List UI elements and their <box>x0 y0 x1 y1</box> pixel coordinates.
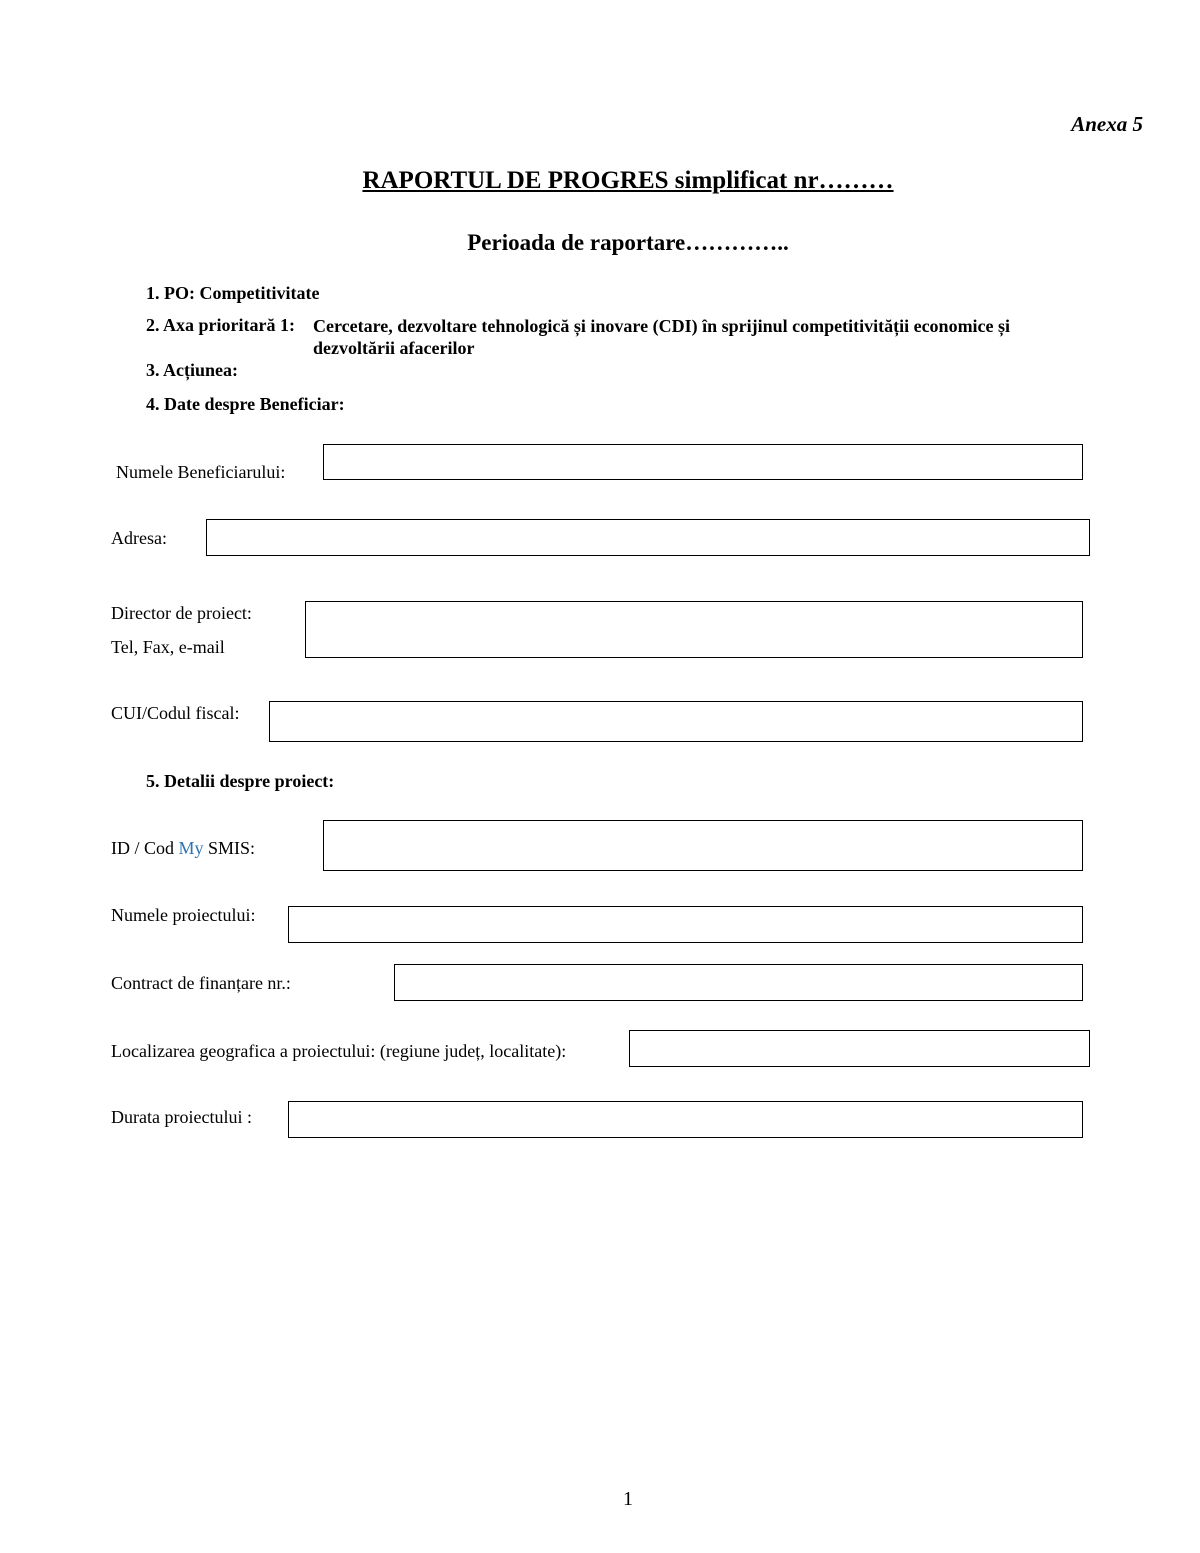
smis-id-field[interactable] <box>323 820 1083 871</box>
project-name-field[interactable] <box>288 906 1083 943</box>
director-label: Director de proiect: <box>111 603 252 623</box>
section-axis-label: 2. Axa prioritară 1: <box>146 315 295 335</box>
location-field[interactable] <box>629 1030 1090 1067</box>
report-title: RAPORTUL DE PROGRES simplificat nr……… <box>362 167 894 194</box>
beneficiary-name-label: Numele Beneficiarului: <box>116 462 286 482</box>
project-name-label: Numele proiectului: <box>111 905 256 925</box>
section-po: 1. PO: Competitivitate <box>146 283 320 303</box>
address-field[interactable] <box>206 519 1090 556</box>
reporting-period: Perioada de raportare………….. <box>467 230 789 255</box>
annex-label: Anexa 5 <box>1071 112 1143 136</box>
section-axis-text: Cercetare, dezvoltare tehnologică și inovare (CDI) în sprijinul competitivității economice și dezvoltării afacerilor <box>313 316 1011 358</box>
cui-label: CUI/Codul fiscal: <box>111 703 240 723</box>
smis-id-label <box>111 838 255 859</box>
location-label: Localizarea geografica a proiectului: (regiune județ, localitate): <box>111 1041 567 1061</box>
section-action: 3. Acțiunea: <box>146 360 238 380</box>
section-beneficiary: 4. Date despre Beneficiar: <box>146 394 345 414</box>
contract-label: Contract de finanțare nr.: <box>111 973 291 993</box>
director-field[interactable] <box>305 601 1083 658</box>
cui-field[interactable] <box>269 701 1083 742</box>
duration-label: Durata proiectului : <box>111 1107 252 1127</box>
duration-field[interactable] <box>288 1101 1083 1138</box>
section-project: 5. Detalii despre proiect: <box>146 771 335 791</box>
smis-id-label-my: My <box>178 838 204 858</box>
contract-field[interactable] <box>394 964 1083 1001</box>
page-number: 1 <box>623 1488 633 1510</box>
director-contact-label: Tel, Fax, e-mail <box>111 637 225 657</box>
smis-id-label-suffix: SMIS: <box>203 838 256 858</box>
smis-id-label-prefix: ID / Cod <box>111 838 179 858</box>
beneficiary-name-field[interactable] <box>323 444 1083 480</box>
address-label: Adresa: <box>111 528 167 548</box>
